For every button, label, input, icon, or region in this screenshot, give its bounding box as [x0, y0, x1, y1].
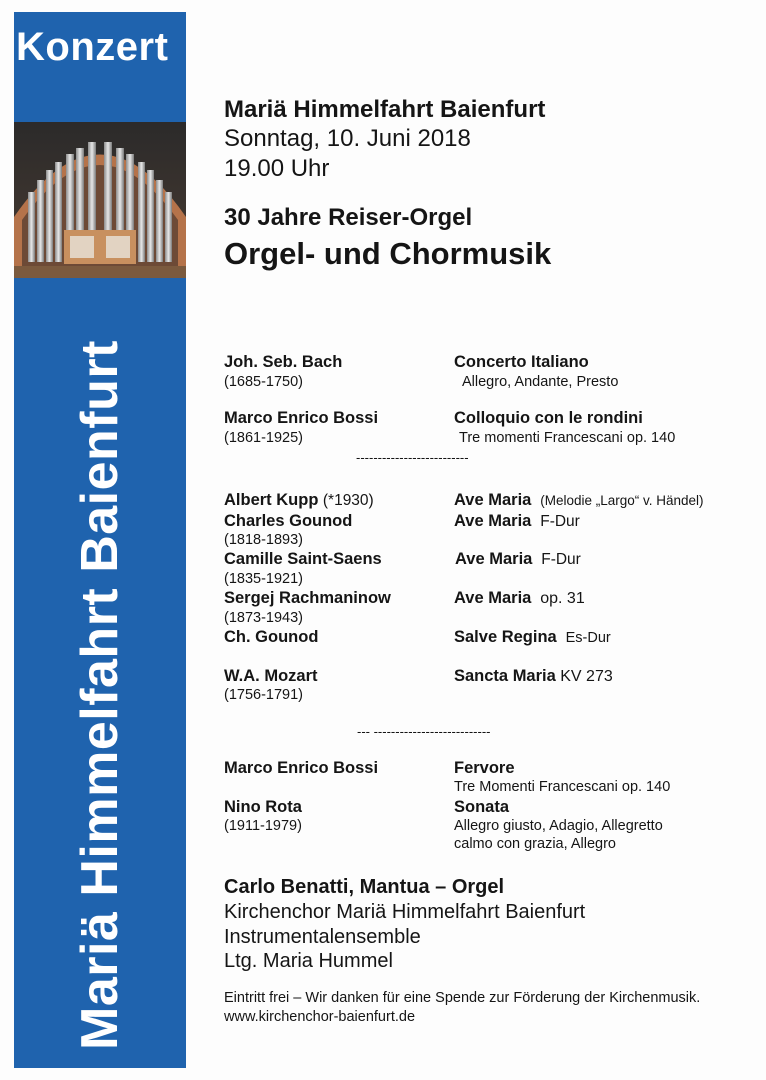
composer-name: Marco Enrico Bossi	[224, 409, 379, 427]
program-work	[454, 491, 704, 510]
work-title: Ave Maria	[454, 512, 532, 530]
work-title: Sonata	[454, 798, 510, 816]
program-work	[454, 512, 580, 531]
work-detail-continued: calmo con grazia, Allegro	[454, 836, 616, 852]
anniversary-subtitle: 30 Jahre Reiser-Orgel	[224, 204, 473, 231]
composer-name: Marco Enrico Bossi	[224, 759, 379, 777]
ensemble: Instrumentalensemble	[224, 926, 421, 948]
vertical-church-name: Mariä Himmelfahrt Baienfurt	[71, 340, 129, 1050]
organist: Carlo Benatti, Mantua – Orgel	[224, 876, 505, 898]
venue-name: Mariä Himmelfahrt Baienfurt	[224, 96, 546, 123]
band-title: Konzert	[16, 25, 169, 69]
program-work	[454, 667, 613, 686]
work-detail: Allegro giusto, Adagio, Allegretto	[454, 818, 663, 834]
work-title: Salve Regina	[454, 628, 557, 646]
work-note: (Melodie „Largo“ v. Händel)	[540, 493, 704, 508]
concert-date: Sonntag, 10. Juni 2018	[224, 125, 471, 152]
composer-dates: (1818-1893)	[224, 532, 303, 548]
choir: Kirchenchor Mariä Himmelfahrt Baienfurt	[224, 901, 586, 923]
work-detail: Tre Momenti Francescani op. 140	[454, 779, 671, 795]
program-row	[224, 491, 374, 510]
work-note: F-Dur	[541, 551, 581, 568]
composer-dates: (1873-1943)	[224, 610, 303, 626]
work-title: Sancta Maria	[454, 667, 556, 685]
work-detail: Tre momenti Francescani op. 140	[459, 430, 676, 446]
composer-name: Ch. Gounod	[224, 628, 319, 646]
composer-name: Camille Saint-Saens	[224, 550, 382, 568]
work-title: Fervore	[454, 759, 515, 777]
composer-name: W.A. Mozart	[224, 667, 318, 685]
composer-name: Sergej Rachmaninow	[224, 589, 391, 607]
work-title: Colloquio con le rondini	[454, 409, 643, 427]
composer-note: (*1930)	[322, 492, 374, 509]
program-work	[454, 589, 585, 608]
composer-dates: (1861-1925)	[224, 430, 303, 446]
composer-name: Albert Kupp	[224, 491, 319, 509]
work-detail: Allegro, Andante, Presto	[462, 374, 619, 390]
composer-dates: (1685-1750)	[224, 374, 303, 390]
work-title: Ave Maria	[454, 491, 532, 509]
program-work	[455, 550, 581, 569]
work-note: KV 273	[560, 668, 613, 685]
composer-dates: (1756-1791)	[224, 687, 303, 703]
work-note: F-Dur	[540, 513, 580, 530]
composer-dates: (1835-1921)	[224, 571, 303, 587]
website-link[interactable]: www.kirchenchor-baienfurt.de	[224, 1009, 416, 1025]
section-separator: --- ---------------------------	[357, 724, 491, 739]
work-title: Ave Maria	[454, 589, 532, 607]
concert-time: 19.00 Uhr	[224, 155, 330, 182]
composer-name: Nino Rota	[224, 798, 302, 816]
work-title: Concerto Italiano	[454, 353, 589, 371]
concert-title: Orgel- und Chormusik	[224, 236, 552, 271]
director: Ltg. Maria Hummel	[224, 950, 393, 972]
work-title: Ave Maria	[455, 550, 533, 568]
composer-name: Charles Gounod	[224, 512, 353, 530]
composer-dates: (1911-1979)	[224, 818, 302, 834]
composer-name: Joh. Seb. Bach	[224, 353, 343, 371]
program-work	[454, 628, 611, 647]
organ-photo	[14, 122, 186, 278]
section-separator: --------------------------	[356, 450, 469, 465]
work-note: op. 31	[540, 590, 585, 607]
work-note: Es-Dur	[565, 630, 611, 646]
admission-note: Eintritt frei – Wir danken für eine Spende zur Förderung der Kirchenmusik.	[224, 990, 701, 1006]
